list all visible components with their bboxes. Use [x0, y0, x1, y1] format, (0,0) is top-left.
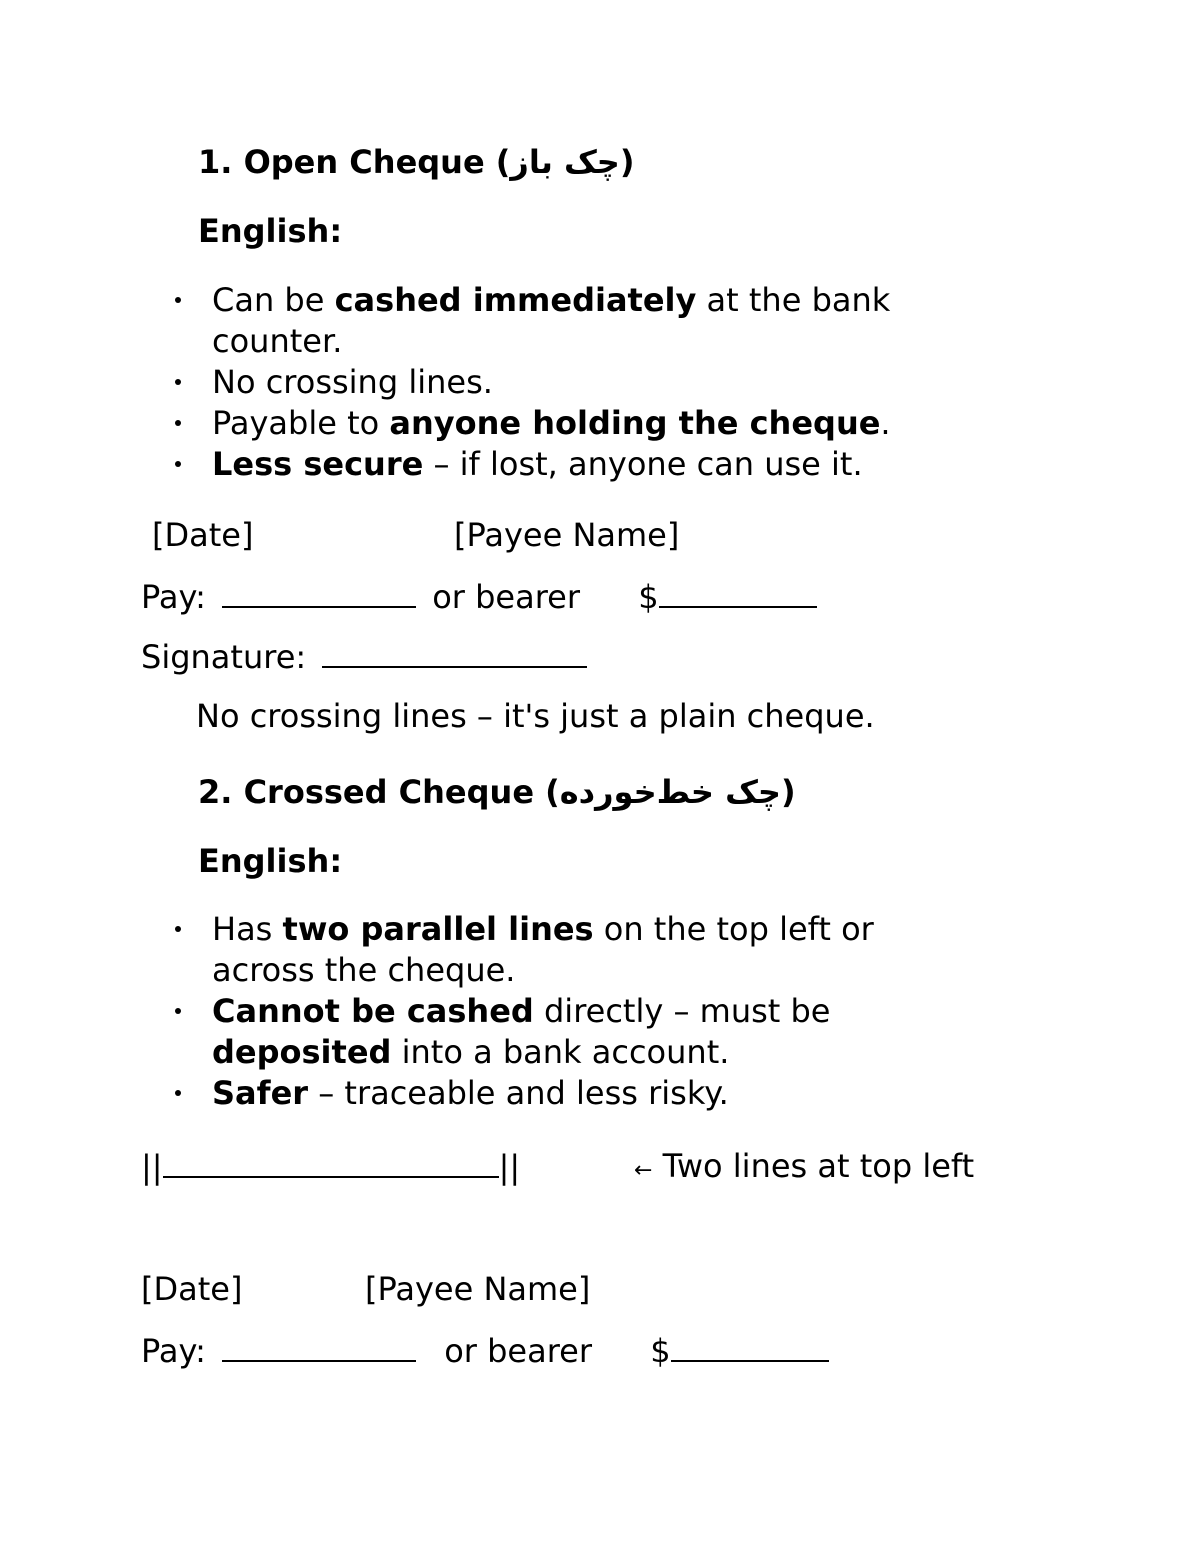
list-item: Has two parallel lines on the top left or across the cheque. — [170, 909, 874, 991]
cheque1-pay-blank — [222, 580, 416, 608]
list-item: No crossing lines. — [170, 362, 891, 403]
crossing-note-text: Two lines at top left — [662, 1147, 975, 1185]
section1-title-prefix: 1. Open Cheque ( — [198, 143, 511, 181]
cheque1-payee: [Payee Name] — [454, 516, 680, 554]
cheque1-signature-label: Signature: — [141, 638, 307, 676]
section2-english-label: English: — [198, 842, 343, 880]
crossing-note — [634, 1147, 975, 1185]
section1-title — [198, 143, 635, 181]
cheque1-pay-label: Pay: — [141, 578, 206, 616]
list-item: Payable to anyone holding the cheque. — [170, 403, 891, 444]
cheque1-amount-blank — [659, 580, 817, 608]
section2-title — [198, 773, 796, 811]
section2-title-persian: چک خط‌خورده — [559, 773, 781, 811]
cheque2-amount-blank — [671, 1334, 829, 1362]
list-item: Less secure – if lost, anyone can use it. — [170, 444, 891, 485]
crossing-line-blank — [163, 1150, 499, 1178]
bullet-dot-icon — [175, 379, 181, 385]
crossing-right-bars: || — [498, 1148, 521, 1186]
cheque2-payee: [Payee Name] — [365, 1270, 591, 1308]
crossing-left-bars: || — [141, 1148, 163, 1186]
cheque2-pay-label: Pay: — [141, 1332, 206, 1370]
cheque2-or-bearer: or bearer — [444, 1332, 593, 1370]
left-arrow-icon: ← — [634, 1158, 653, 1183]
cheque2-pay-row — [141, 1332, 829, 1370]
cheque2-date: [Date] — [141, 1270, 243, 1308]
cheque1-pay-row — [141, 578, 817, 616]
bullet-dot-icon — [175, 1008, 181, 1014]
list-item: Can be cashed immediately at the bank counter. — [170, 280, 891, 362]
bullet-dot-icon — [175, 1090, 181, 1096]
section1-title-suffix: ) — [619, 143, 635, 181]
crossing-lines — [141, 1148, 521, 1186]
section1-bullet-list — [170, 280, 891, 485]
bullet-dot-icon — [175, 926, 181, 932]
section1-note: No crossing lines – it's just a plain cheque. — [196, 697, 875, 735]
list-item: Safer – traceable and less risky. — [170, 1073, 874, 1114]
section2-title-prefix: 2. Crossed Cheque ( — [198, 773, 560, 811]
cheque1-dollar: $ — [638, 578, 659, 616]
section1-english-label: English: — [198, 212, 343, 250]
section2-title-suffix: ) — [780, 773, 796, 811]
cheque2-dollar: $ — [650, 1332, 671, 1370]
bullet-dot-icon — [175, 420, 181, 426]
cheque1-signature-blank — [322, 640, 587, 668]
bullet-dot-icon — [175, 297, 181, 303]
section1-title-persian: چک باز — [510, 143, 620, 181]
bullet-dot-icon — [175, 461, 181, 467]
cheque1-or-bearer: or bearer — [432, 578, 581, 616]
cheque2-pay-blank — [222, 1334, 416, 1362]
cheque1-signature-row — [141, 638, 587, 676]
list-item: Cannot be cashed directly – must be deposited into a bank account. — [170, 991, 874, 1073]
section2-bullet-list — [170, 909, 874, 1114]
cheque1-date: [Date] — [152, 516, 254, 554]
